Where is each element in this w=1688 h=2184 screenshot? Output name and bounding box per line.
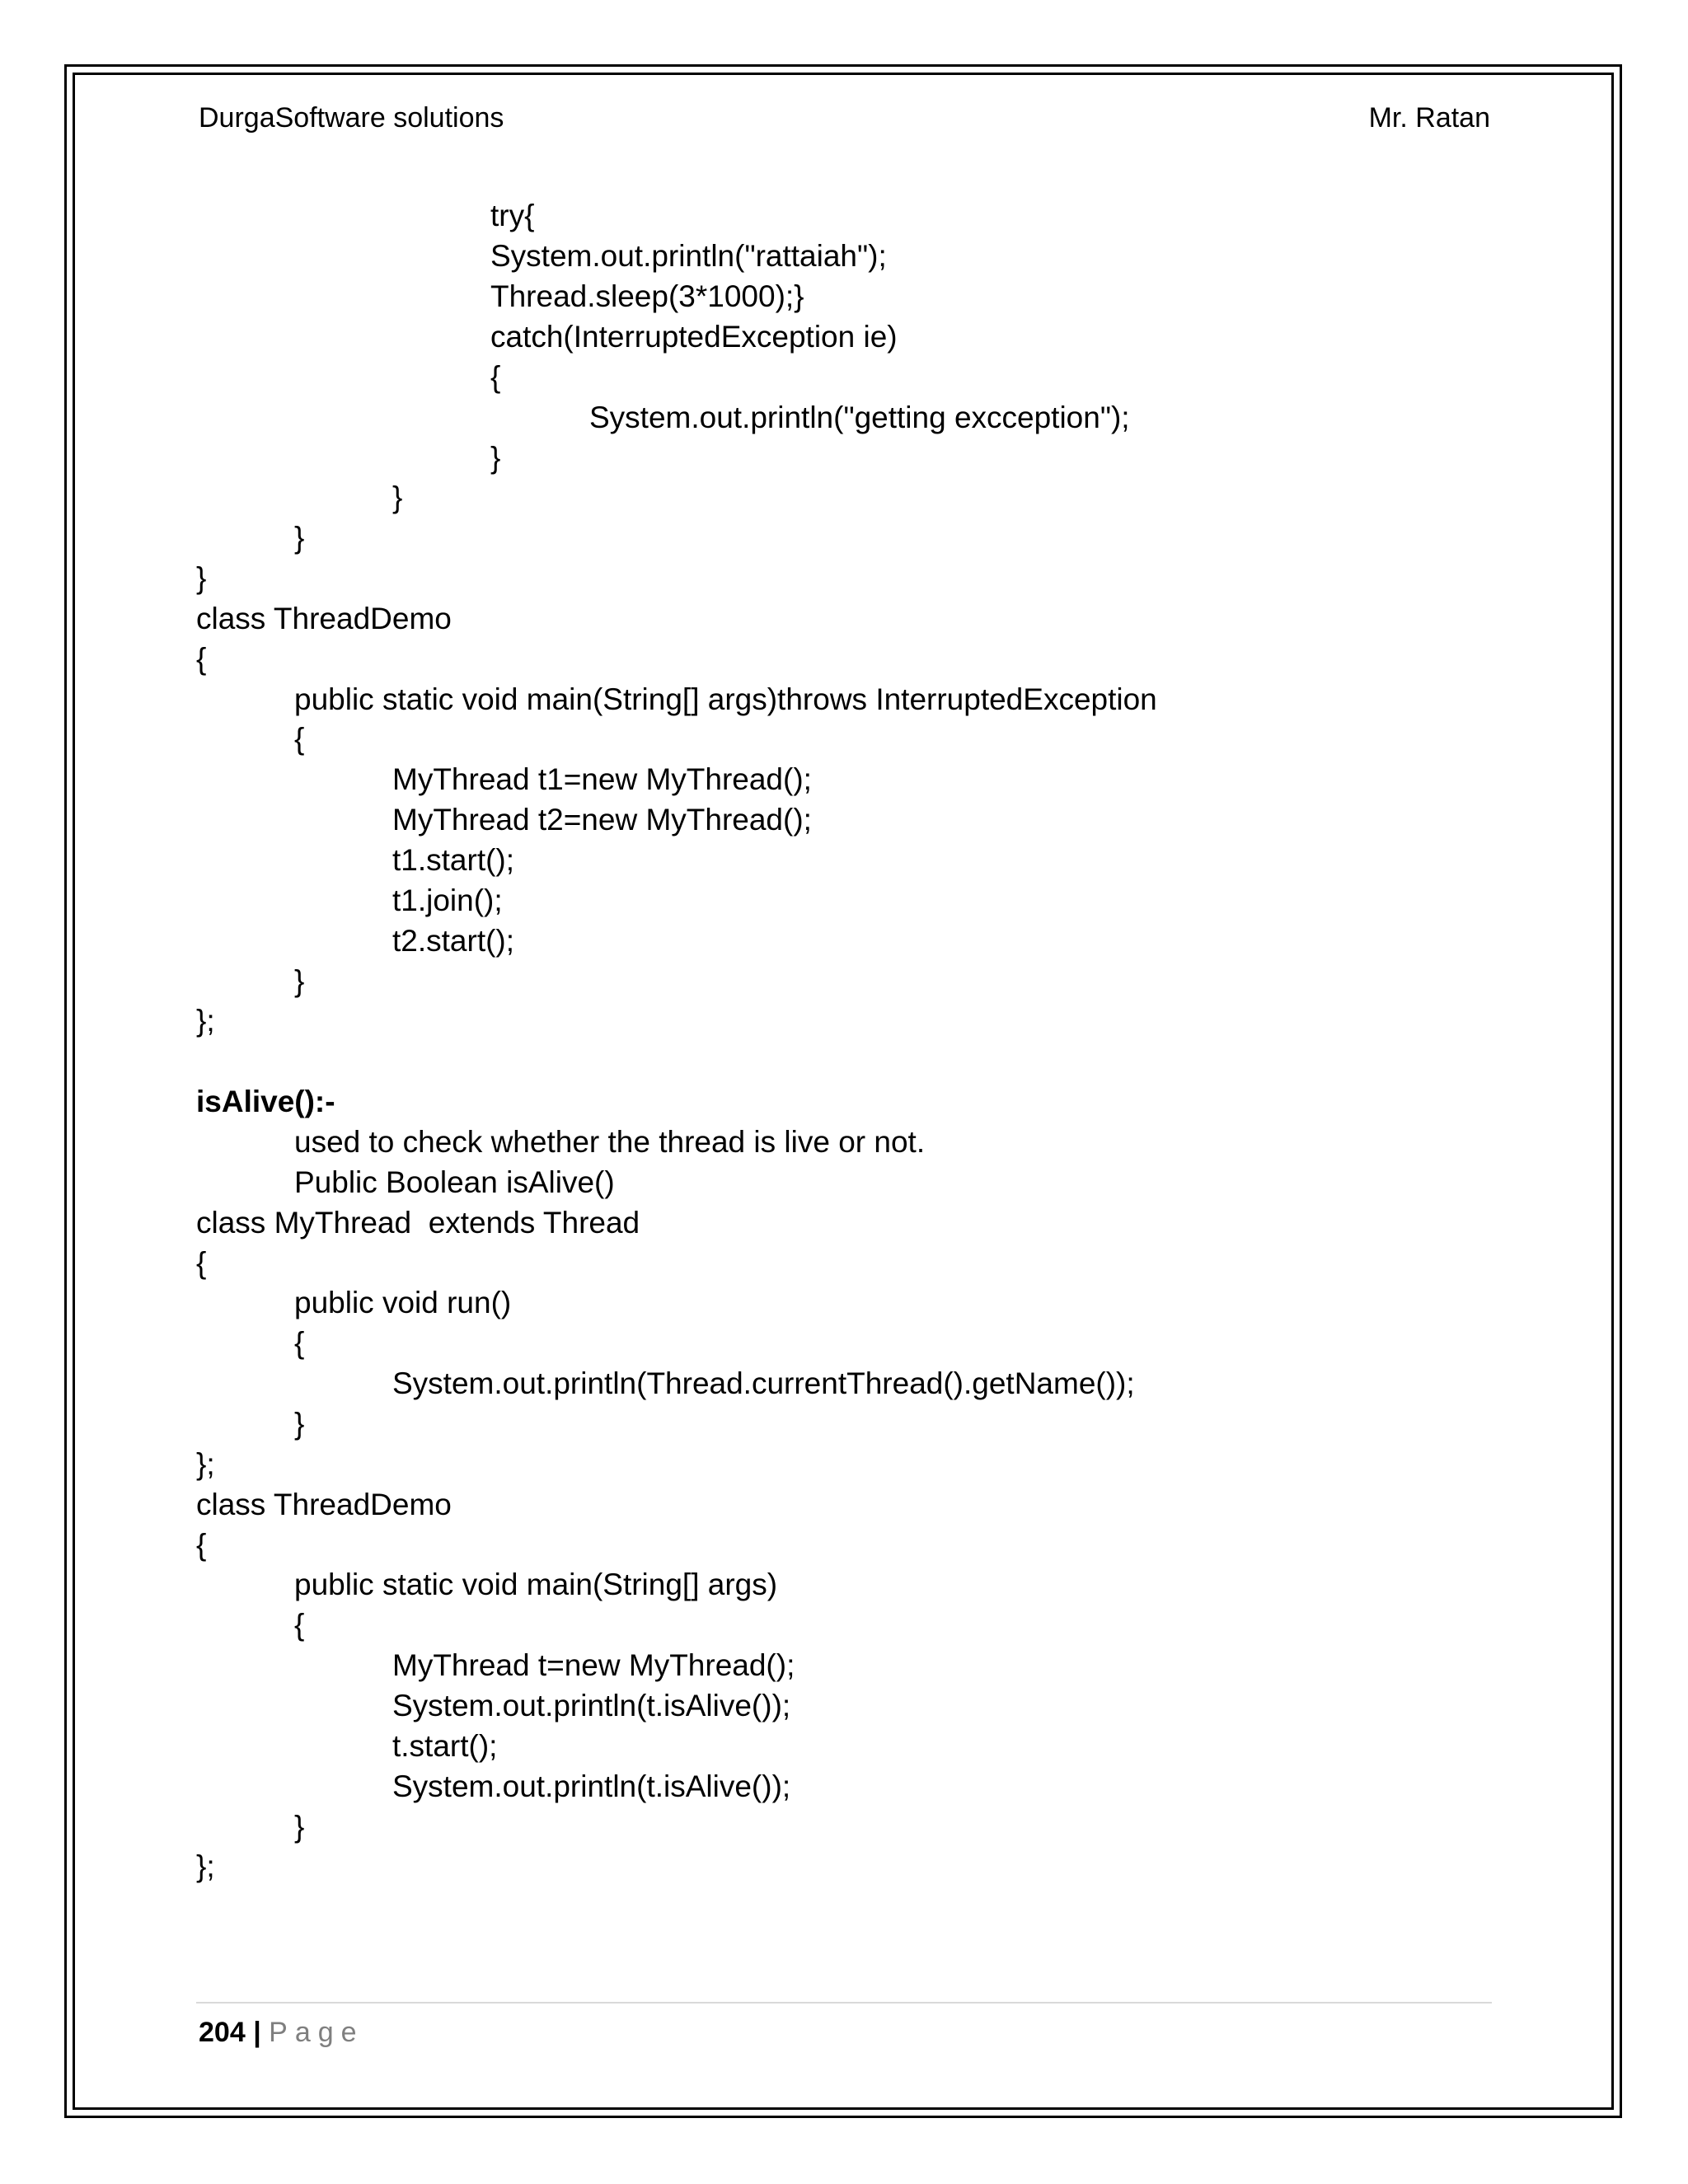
code-line: { xyxy=(490,360,501,394)
page-label: Page xyxy=(269,2017,364,2048)
code-line: System.out.println(t.isAlive()); xyxy=(392,1689,791,1722)
code-line: System.out.println(Thread.currentThread().getName()); xyxy=(392,1366,1135,1400)
code-line: } xyxy=(294,964,305,998)
code-line: { xyxy=(196,642,207,676)
code-line: } xyxy=(294,1810,305,1844)
page-separator: | xyxy=(253,2017,261,2048)
header-company: DurgaSoftware solutions xyxy=(199,102,504,134)
code-line: class ThreadDemo xyxy=(196,602,452,635)
code-line: { xyxy=(294,1326,305,1360)
code-line: t.start(); xyxy=(392,1729,498,1763)
code-line: }; xyxy=(196,1004,215,1038)
code-line: MyThread t1=new MyThread(); xyxy=(392,762,812,796)
code-line: MyThread t=new MyThread(); xyxy=(392,1648,795,1682)
method-signature: Public Boolean isAlive() xyxy=(294,1165,615,1199)
code-line: System.out.println(t.isAlive()); xyxy=(392,1769,791,1803)
code-line: } xyxy=(294,1407,305,1441)
section-heading: isAlive():- xyxy=(196,1085,335,1118)
code-line: public static void main(String[] args)throws InterruptedException xyxy=(294,682,1157,716)
page-number: 204 xyxy=(199,2017,246,2048)
code-line: } xyxy=(294,521,305,555)
code-line: t2.start(); xyxy=(392,924,515,958)
code-line: { xyxy=(196,1528,207,1562)
code-line: { xyxy=(294,1608,305,1642)
code-line: class MyThread extends Thread xyxy=(196,1206,640,1240)
header-author: Mr. Ratan xyxy=(1368,102,1490,134)
code-line: } xyxy=(490,441,501,475)
page-footer xyxy=(199,2013,364,2052)
footer-divider xyxy=(196,2002,1492,2004)
code-line: }; xyxy=(196,1849,215,1883)
code-line: t1.join(); xyxy=(392,883,503,917)
code-line: System.out.println("rattaiah"); xyxy=(490,239,887,273)
code-line: } xyxy=(392,480,403,514)
code-line: MyThread t2=new MyThread(); xyxy=(392,803,812,837)
code-line: }; xyxy=(196,1447,215,1481)
description-line: used to check whether the thread is live or not. xyxy=(294,1125,926,1159)
code-line: { xyxy=(196,1246,207,1280)
code-line: } xyxy=(196,561,207,595)
code-line: class ThreadDemo xyxy=(196,1488,452,1521)
code-line: { xyxy=(294,722,305,756)
code-line: System.out.println("getting excception"); xyxy=(589,401,1130,434)
code-line: Thread.sleep(3*1000);} xyxy=(490,279,804,313)
code-line: try{ xyxy=(490,199,535,232)
code-line: public void run() xyxy=(294,1286,512,1319)
code-line: public static void main(String[] args) xyxy=(294,1568,778,1601)
code-line: catch(InterruptedException ie) xyxy=(490,320,898,354)
code-line: t1.start(); xyxy=(392,843,515,877)
